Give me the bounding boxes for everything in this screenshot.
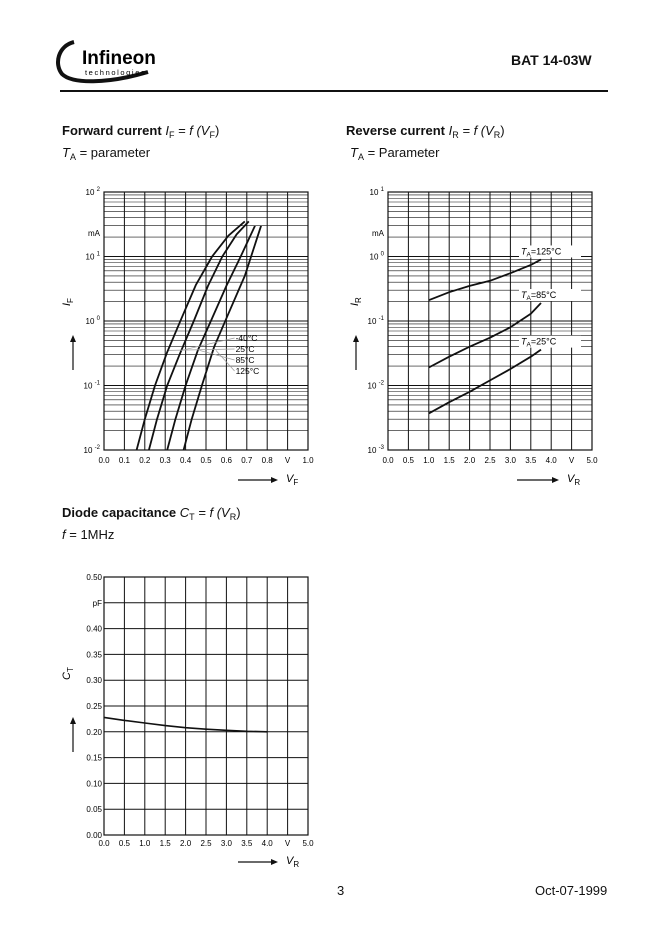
x-tick-label: 1.5 [443,456,455,465]
series-line-0 [149,221,249,450]
x-tick-label: 2.5 [484,456,496,465]
series-annotation: -40°C [235,333,258,343]
series-label: $T_A=125^\circ C$ [521,246,562,259]
x-tick-label: V [284,839,291,848]
forward-parameter [62,145,150,162]
x-tick-label: 3.5 [525,456,537,465]
y-tick-label: 0.00 [86,831,102,840]
x-tick-label: 0.2 [139,456,151,465]
forward-title-func-sub: F [209,130,215,140]
x-tick-label: 1.0 [139,839,151,848]
reverse-title-bold: Reverse current [346,123,445,138]
series-annotation: 85°C [235,355,255,365]
x-tick-label: 2.0 [180,839,192,848]
series-annotation: 125°C [235,366,260,376]
reverse-param-sub: A [357,152,364,162]
x-tick-label: V [284,456,291,465]
x-arrow-head [271,859,278,865]
reverse-param-symbol: T [350,145,358,160]
y-tick-label: 0.40 [86,624,102,634]
x-tick-label: 0.0 [382,456,394,465]
reverse-param-text: = Parameter [363,145,440,160]
capacitance-title-func-sub: R [229,512,237,522]
x-tick-label: 3.0 [220,839,232,848]
x-tick-label: 0.0 [98,839,110,848]
x-tick-label: 4.0 [545,456,557,465]
y-arrow-head [70,335,76,342]
y-tick-label: 0.35 [86,650,102,660]
x-axis-label: $V_F$ [286,473,299,487]
x-tick-label: 0.8 [261,456,273,465]
forward-chart-title [62,123,219,140]
series-annotation: 25°C [235,344,255,354]
forward-param-sub: A [69,152,76,162]
reverse-current-chart [340,180,640,500]
series-label: $T_A=85^\circ C$ [521,290,557,303]
y-tick-label: 10 $^{-3}$ [367,445,384,455]
x-tick-label: 0.1 [118,456,130,465]
y-tick-label: 10 $^{-1}$ [367,316,384,326]
y-tick-label: 0.05 [86,805,102,815]
y-tick-label: 10 $^0$ [85,316,100,326]
reverse-title-symbol: I [448,123,453,138]
y-arrow-head [70,717,76,724]
logo-subtitle: technologies [85,68,147,77]
x-tick-label: 0.0 [98,456,110,465]
reverse-title-func-sub: R [493,130,501,140]
y-tick-label: 10 $^1$ [85,251,100,262]
x-tick-label: 3.0 [504,456,516,465]
diode-capacitance-chart [40,565,340,875]
y-tick-label: 0.25 [86,702,102,711]
y-arrow-head [353,335,359,342]
y-tick-label: 10 $^2$ [85,187,100,197]
y-tick-label: 0.20 [86,727,102,737]
x-tick-label: 2.0 [464,456,476,465]
reverse-title-symbol-sub: R [452,130,459,140]
logo-wordmark: Infineon [82,48,156,69]
x-tick-label: 5.0 [302,839,314,848]
reverse-parameter [350,145,439,162]
x-tick-label: 0.3 [159,456,171,465]
y-tick-label: 10 $^{-2}$ [367,380,384,391]
y-axis-label: $I_R$ [349,297,363,306]
x-tick-label: 3.5 [241,839,253,848]
capacitance-param-symbol: f [62,527,66,542]
x-tick-label: 0.4 [180,456,192,465]
reverse-title-func: = f (V [458,123,494,138]
header-divider [60,90,608,92]
y-tick-label: 10 $^{-1}$ [83,380,100,391]
forward-title-symbol: I [165,123,169,138]
capacitance-title-symbol: C [179,505,190,520]
x-tick-label: 1.5 [159,839,171,848]
capacitance-chart-title [62,505,241,522]
capacitance-title-symbol-sub: T [189,512,195,522]
forward-title-symbol-sub: F [168,130,175,140]
series-line-1 [137,221,245,450]
y-tick-label: 0.30 [86,676,102,686]
x-axis-label: $V_R$ [567,473,581,487]
annotation-leader [216,350,235,371]
y-tick-label: pF [92,598,102,608]
y-tick-label: 0.10 [86,779,102,789]
y-tick-label: 0.50 [86,573,102,582]
x-tick-label: 0.5 [118,839,130,848]
annotation-leader [169,349,235,350]
capacitance-param-text: = 1MHz [65,527,115,542]
x-tick-label: 0.5 [402,456,414,465]
forward-title-close: ) [214,123,220,138]
x-tick-label: 4.0 [261,839,273,848]
x-tick-label: 1.0 [302,456,314,465]
y-tick-label: 10 $^1$ [369,187,384,197]
infineon-logo [52,34,172,86]
forward-param-symbol: T [62,145,70,160]
y-axis-label: $C_T$ [61,667,75,680]
capacitance-title-func: = f (V [194,505,230,520]
x-tick-label: V [568,456,575,465]
page-number: 3 [337,883,345,898]
x-tick-label: 1.0 [423,456,435,465]
page-date: Oct-07-1999 [535,883,608,898]
reverse-title-close: ) [500,123,505,138]
y-axis-label: $I_F$ [61,298,75,306]
x-arrow-head [552,477,559,483]
x-tick-label: 0.5 [200,456,212,465]
reverse-chart-title [346,123,505,140]
y-unit-label: mA [88,228,100,238]
y-tick-label: 10 $^{-2}$ [83,445,100,455]
x-tick-label: 0.6 [220,456,232,465]
document-title: BAT 14-03W [511,52,592,68]
capacitance-parameter [62,527,114,542]
x-arrow-head [271,477,278,483]
forward-title-func: = f (V [174,123,210,138]
x-tick-label: 5.0 [586,456,598,465]
y-tick-label: 0.15 [86,753,102,763]
y-unit-label: mA [372,228,384,238]
forward-current-chart [40,180,340,500]
forward-title-bold: Forward current [62,123,162,138]
x-tick-label: 0.7 [241,456,253,465]
capacitance-title-close: ) [236,505,241,520]
capacitance-title-bold: Diode capacitance [62,505,177,520]
series-label: $T_A=25^\circ C$ [521,336,557,349]
forward-param-text: = parameter [75,145,151,160]
x-axis-label: $V_R$ [286,855,300,869]
y-tick-label: 10 $^0$ [369,251,384,262]
x-tick-label: 2.5 [200,839,212,848]
